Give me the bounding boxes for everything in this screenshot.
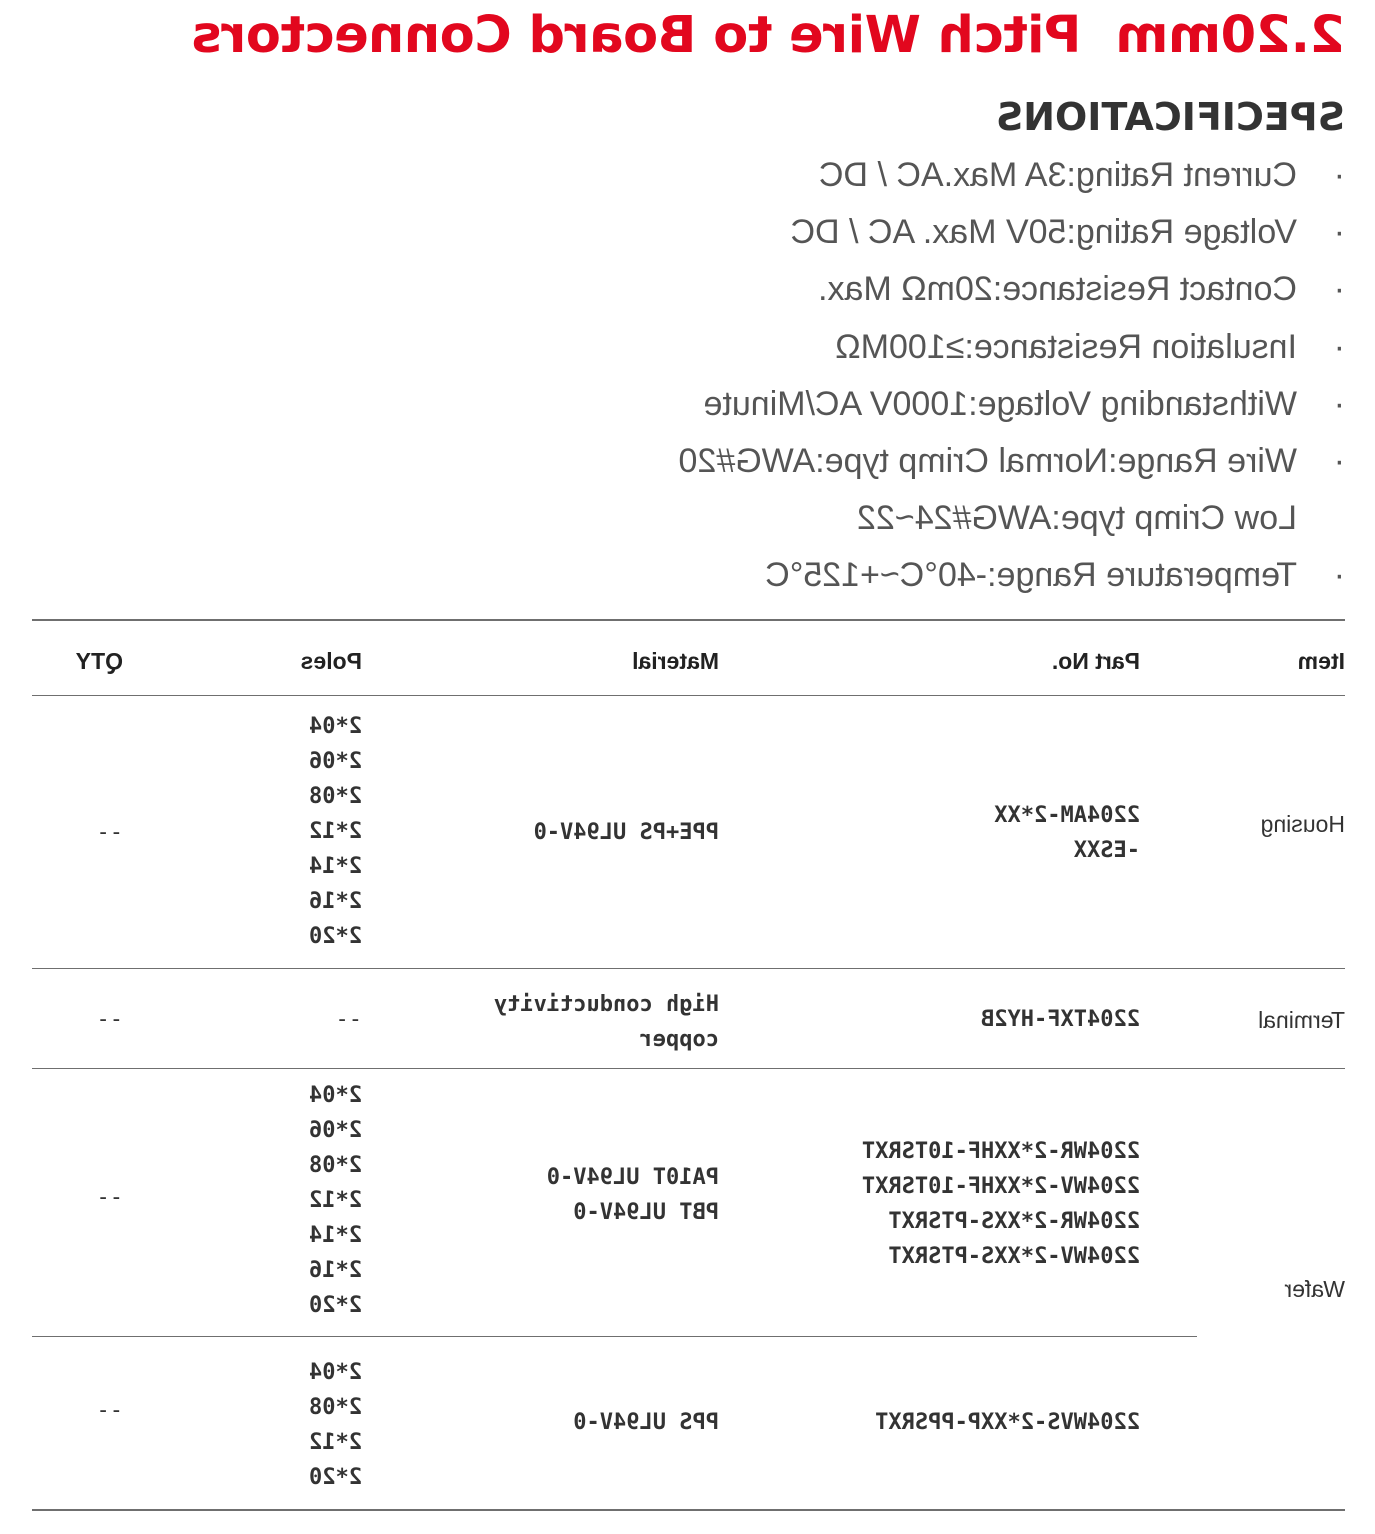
spec-wire-range <box>679 441 1345 481</box>
spec-bullet: · <box>1333 442 1345 480</box>
header-poles: Poles <box>300 648 362 674</box>
spec-bullet: · <box>1333 328 1345 366</box>
spec-text: Contact Resistance:20mΩ Max. <box>818 270 1297 308</box>
spec-withstanding-voltage <box>704 384 1346 424</box>
row-qty: -- <box>96 1398 123 1423</box>
spec-text: Withstanding Voltage:1000V AC/Minute <box>703 385 1297 423</box>
header-item: Item <box>1297 648 1345 674</box>
page-title: 2.20mm Pitch Wire to Board Connectors <box>191 6 1345 65</box>
row-part-no: 2204TXF-HY2B <box>981 1007 1140 1032</box>
row-poles: 2*04 2*08 2*12 2*20 <box>309 1360 362 1490</box>
row-part-no: 2204WR-2*XXHF-10TSRXT 2204WV-2*XXHF-10TSRXT 2204WR-2*XXS-PTSRXT 2204WV-2*XXS-PTSRXT <box>861 1139 1140 1269</box>
spec-insulation-resistance <box>835 327 1345 367</box>
row-qty: -- <box>96 1007 123 1032</box>
spec-text: Voltage Rating:50V Max. AC / DC <box>790 213 1297 251</box>
row-qty: -- <box>96 1185 123 1210</box>
table-top-rule <box>32 619 1345 621</box>
spec-bullet: · <box>1333 385 1345 423</box>
spec-low-crimp <box>857 498 1345 538</box>
header-part-no: Part No. <box>1051 648 1140 674</box>
row-item: Housing <box>1260 811 1345 837</box>
row-material: High conductivity copper <box>493 992 719 1052</box>
row-part-no: 2204AM-2*XX -ESXX <box>994 803 1140 863</box>
specifications-heading: SPECIFICATIONS <box>995 95 1345 139</box>
header-material: Material <box>632 648 719 674</box>
row-poles: 2*04 2*06 2*08 2*12 2*14 2*16 2*20 <box>309 1083 362 1318</box>
spec-bullet: · <box>1333 270 1345 308</box>
table-bottom-rule <box>32 1509 1345 1511</box>
spec-contact-resistance <box>818 269 1345 309</box>
row-material: PA10T UL94V-0 PBT UL94V-0 <box>546 1165 719 1225</box>
spec-voltage-rating <box>791 212 1345 252</box>
row-poles: -- <box>335 1007 362 1032</box>
row-rule <box>32 1336 1197 1337</box>
spec-text: Low Crimp type:AWG#24~22 <box>857 499 1297 537</box>
spec-bullet: · <box>1333 556 1345 594</box>
header-qty: QTY <box>75 648 123 674</box>
row-part-no: 2204WVS-2*XXP-PPSRXT <box>875 1410 1140 1435</box>
spec-temperature-range <box>765 555 1345 595</box>
row-rule <box>32 1068 1345 1069</box>
spec-current-rating <box>819 155 1345 195</box>
row-rule <box>32 968 1345 969</box>
row-material: PPE+PS UL94V-0 <box>533 820 719 845</box>
row-qty: -- <box>96 820 123 845</box>
row-poles: 2*04 2*06 2*08 2*12 2*14 2*16 2*20 <box>309 714 362 949</box>
row-material: PPS UL94V-0 <box>573 1410 719 1435</box>
spec-bullet: · <box>1333 156 1345 194</box>
spec-text: Current Rating:3A Max.AC / DC <box>818 156 1297 194</box>
row-item: Wafer <box>1284 1276 1345 1302</box>
header-rule <box>32 695 1345 696</box>
spec-text: Insulation Resistance:≥100MΩ <box>835 328 1297 366</box>
row-item: Terminal <box>1258 1007 1345 1033</box>
spec-text: Temperature Range:-40°C~+125°C <box>765 556 1297 594</box>
spec-text: Wire Range:Normal Crimp type:AWG#20 <box>678 442 1297 480</box>
spec-bullet: · <box>1333 213 1345 251</box>
